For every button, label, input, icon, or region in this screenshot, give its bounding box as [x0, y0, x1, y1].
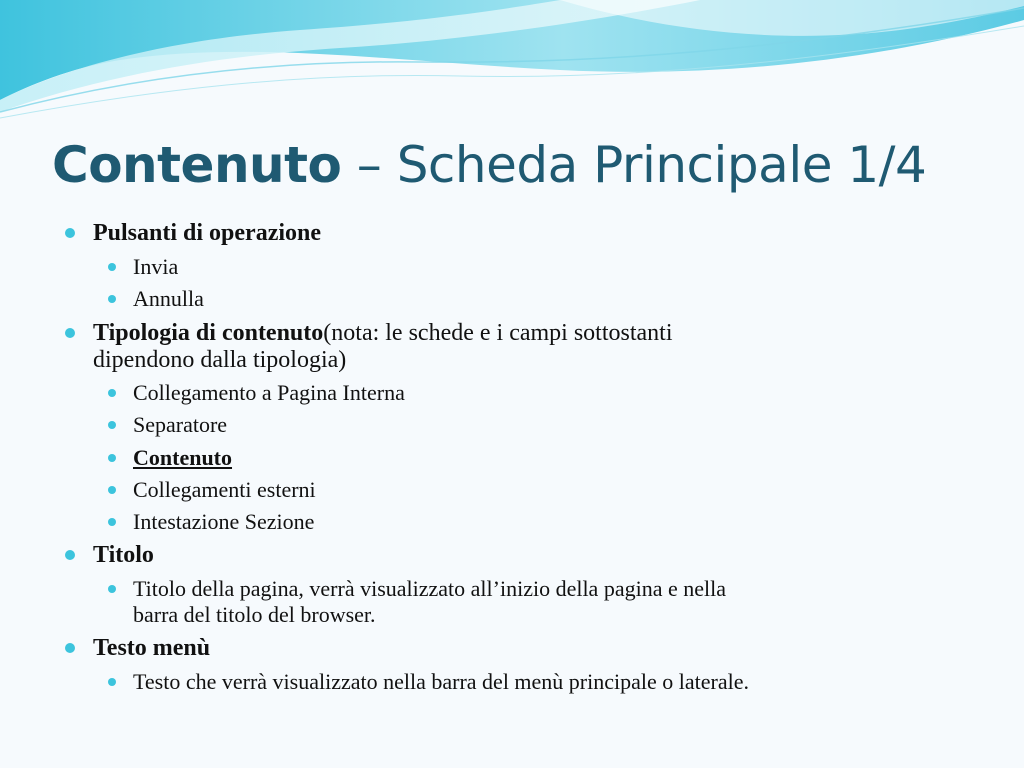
- list-item-level2: [133, 445, 232, 471]
- list-item-level2: [133, 477, 316, 503]
- section-note-line2: dipendono dalla tipologia): [93, 347, 347, 373]
- bullet-dot-icon: [108, 263, 116, 271]
- list-item-level2: [133, 669, 749, 695]
- list-item-level1: [93, 635, 210, 661]
- list-item-level1: [93, 320, 673, 346]
- list-item-text: barra del titolo del browser.: [133, 602, 376, 627]
- bullet-dot-icon: [108, 518, 116, 526]
- bullet-dot-icon: [108, 295, 116, 303]
- slide-title-rest: – Scheda Principale 1/4: [341, 136, 927, 194]
- bullet-dot-icon: [108, 486, 116, 494]
- list-item-continuation: [133, 602, 376, 628]
- slide-title-bold: Contenuto: [52, 136, 342, 194]
- list-item-level1: [93, 220, 321, 246]
- bullet-dot-icon: [108, 389, 116, 397]
- list-item-text: Intestazione Sezione: [133, 509, 315, 534]
- section-heading: Pulsanti di operazione: [93, 220, 322, 246]
- list-item-level2: [133, 286, 204, 312]
- list-item-text: Testo che verrà visualizzato nella barra del menù principale o laterale.: [133, 669, 749, 694]
- list-item-level2: [133, 380, 405, 406]
- list-item-level2: [133, 576, 726, 602]
- list-item-text: Annulla: [133, 286, 204, 311]
- list-item-continuation: [93, 347, 346, 373]
- list-item-text: Collegamenti esterni: [133, 477, 316, 502]
- list-item-level2: [133, 412, 227, 438]
- list-item-text: Invia: [133, 254, 179, 279]
- list-item-level2: [133, 509, 314, 535]
- list-item-text: Titolo della pagina, verrà visualizzato all’inizio della pagina e nella: [133, 576, 726, 601]
- list-item-level1: [93, 542, 154, 568]
- bullet-dot-icon: [65, 228, 75, 238]
- list-item-text: Separatore: [133, 412, 228, 437]
- list-item-text: Collegamento a Pagina Interna: [133, 380, 405, 405]
- section-heading: Titolo: [93, 542, 154, 568]
- bullet-dot-icon: [65, 643, 75, 653]
- section-heading: Tipologia di contenuto: [93, 320, 324, 346]
- bullet-dot-icon: [108, 454, 116, 462]
- list-item-level2: [133, 254, 178, 280]
- bullet-dot-icon: [108, 421, 116, 429]
- bullet-dot-icon: [108, 585, 116, 593]
- section-heading: Testo menù: [93, 635, 211, 661]
- bullet-dot-icon: [65, 550, 75, 560]
- bullet-dot-icon: [65, 328, 75, 338]
- section-note-line1: (nota: le schede e i campi sottostanti: [323, 320, 673, 346]
- list-item-text-highlighted: Contenuto: [133, 445, 233, 470]
- bullet-dot-icon: [108, 678, 116, 686]
